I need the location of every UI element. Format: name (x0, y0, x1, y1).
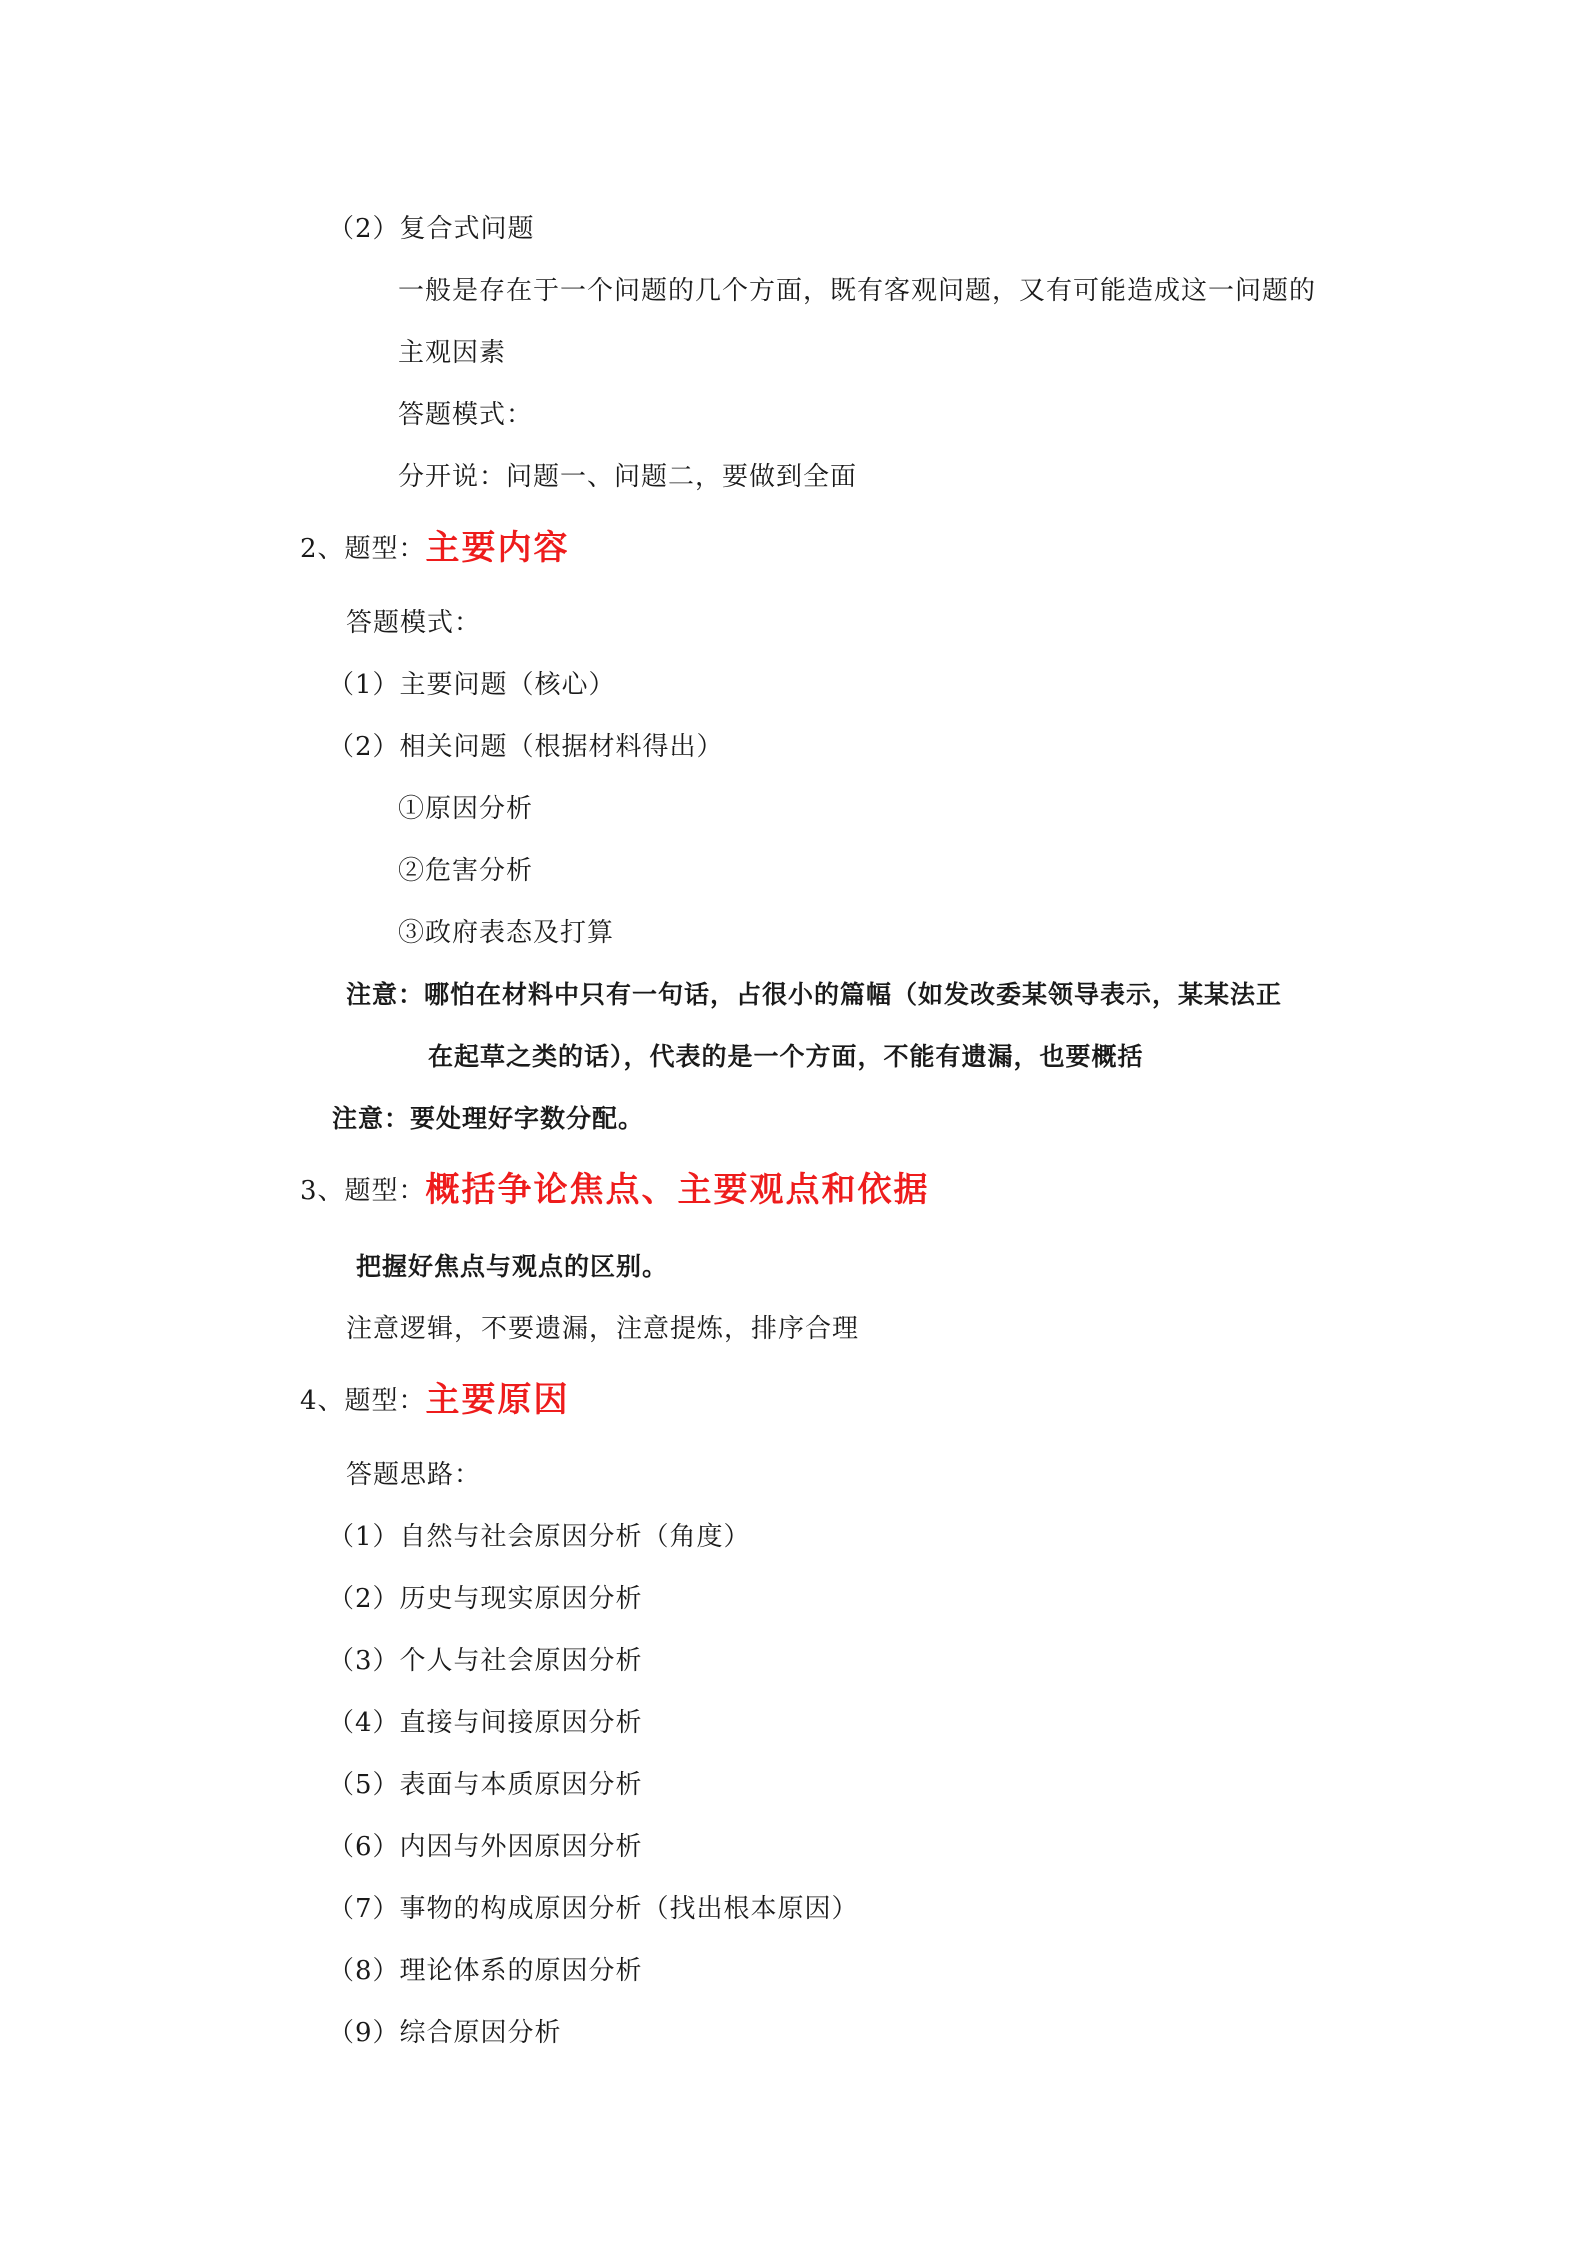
section3-prefix: 3、题型： (300, 1176, 426, 1206)
section2-item-1: （1）主要问题（核心） (328, 670, 616, 700)
section2-heading (300, 526, 570, 571)
section4-item-7: （7）事物的构成原因分析（找出根本原因） (328, 1894, 859, 1924)
section4-idea-label: 答题思路： (346, 1460, 482, 1490)
section3-note-bold: 把握好焦点与观点的区别。 (356, 1252, 669, 1281)
section2-item-2: （2）相关问题（根据材料得出） (328, 732, 724, 762)
section4-item-8: （8）理论体系的原因分析 (328, 1956, 643, 1986)
section4-item-3: （3）个人与社会原因分析 (328, 1646, 643, 1676)
section3-topic: 概括争论焦点、主要观点和依据 (425, 1170, 930, 1210)
section2-subitem-2: ②危害分析 (398, 856, 534, 886)
section4-item-1: （1）自然与社会原因分析（角度） (328, 1522, 751, 1552)
section4-item-5: （5）表面与本质原因分析 (328, 1770, 643, 1800)
item2-title: （2）复合式问题 (328, 214, 535, 244)
section4-item-4: （4）直接与间接原因分析 (328, 1708, 643, 1738)
section2-mode-label: 答题模式： (346, 608, 482, 638)
section4-item-9: （9）综合原因分析 (328, 2018, 562, 2048)
section4-topic: 主要原因 (425, 1380, 570, 1420)
section4-prefix: 4、题型： (300, 1386, 426, 1416)
item2-mode-text: 分开说：问题一、问题二，要做到全面 (398, 462, 858, 492)
item2-desc-line2: 主观因素 (398, 338, 507, 368)
item2-mode-label: 答题模式： (398, 400, 534, 430)
section2-topic: 主要内容 (425, 528, 570, 568)
section3-note: 注意逻辑，不要遗漏，注意提炼，排序合理 (346, 1314, 860, 1344)
section4-heading (300, 1378, 570, 1423)
section2-subitem-1: ①原因分析 (398, 794, 534, 824)
section2-subitem-3: ③政府表态及打算 (398, 918, 615, 948)
section2-note1-line1: 注意：哪怕在材料中只有一句话，占很小的篇幅（如发改委某领导表示，某某法正 (346, 980, 1283, 1009)
section2-note1-line2: 在起草之类的话），代表的是一个方面，不能有遗漏，也要概括 (428, 1042, 1144, 1071)
section3-heading (300, 1168, 930, 1213)
section2-prefix: 2、题型： (300, 534, 426, 564)
section4-item-6: （6）内因与外因原因分析 (328, 1832, 643, 1862)
section4-item-2: （2）历史与现实原因分析 (328, 1584, 643, 1614)
section2-note2: 注意：要处理好字数分配。 (332, 1104, 645, 1133)
item2-desc-line1: 一般是存在于一个问题的几个方面，既有客观问题，又有可能造成这一问题的 (398, 276, 1317, 306)
